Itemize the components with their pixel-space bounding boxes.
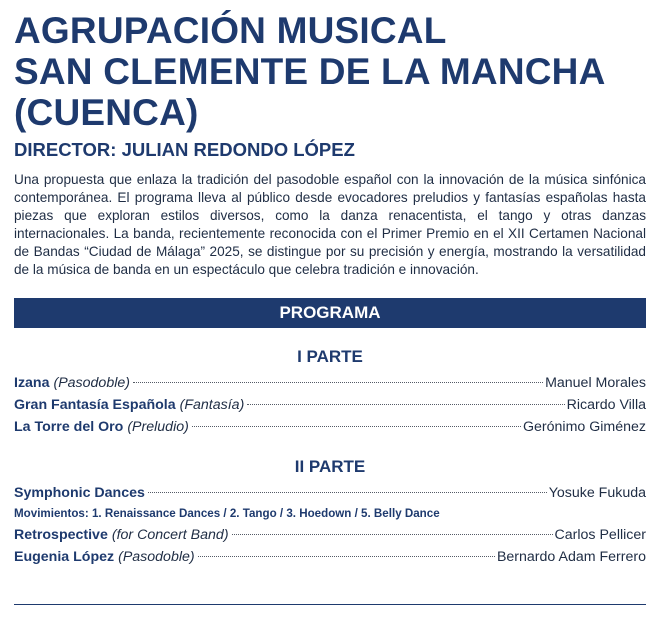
work-title: Retrospective <box>14 527 108 543</box>
bottom-divider <box>14 604 646 605</box>
program-item <box>14 416 646 438</box>
dot-leader <box>192 426 521 427</box>
composer-name: Bernardo Adam Ferrero <box>496 549 646 565</box>
program-item <box>14 482 646 504</box>
program-item <box>14 546 646 568</box>
work-genre: (Pasodoble) <box>118 549 195 565</box>
composer-name: Carlos Pellicer <box>554 527 646 543</box>
band-title-line: AGRUPACIÓN MUSICAL <box>14 10 447 51</box>
program-item <box>14 394 646 416</box>
composer-name: Ricardo Villa <box>566 397 646 413</box>
work-title: Eugenia López <box>14 549 115 565</box>
work-genre: (Preludio) <box>127 419 189 435</box>
part-two-title: II PARTE <box>294 457 366 476</box>
work-genre: (Pasodoble) <box>53 375 130 391</box>
dot-leader <box>232 534 553 535</box>
dot-leader <box>247 404 564 405</box>
dot-leader <box>133 382 543 383</box>
work-title: Symphonic Dances <box>14 485 145 501</box>
part-two-list <box>14 482 646 568</box>
work-title: La Torre del Oro <box>14 419 124 435</box>
programa-banner: PROGRAMA <box>14 298 646 328</box>
work-genre: (for Concert Band) <box>111 527 229 543</box>
band-title-line: SAN CLEMENTE DE LA MANCHA <box>14 51 606 92</box>
dot-leader <box>198 556 495 557</box>
movements-line: Movimientos: 1. Renaissance Dances / 2. Tango / 3. Hoedown / 5. Belly Dance <box>14 507 440 520</box>
program-item <box>14 372 646 394</box>
program-description: Una propuesta que enlaza la tradición del pasodoble español con la innovación de la música sinfónica contemporánea. El programa lleva al público desde evocadores preludios y fantasías españolas hasta piezas que exploran estilos diversos, como la danza renacentista, el tango y otras danzas internacionales. La banda, recientemente reconocida con el Primer Premio en el XII Certamen Nacional de Bandas “Ciudad de Málaga” 2025, se distingue por su precisión y energía, mostrando la versatilidad de la música de banda en un espectáculo que celebra tradición e innovación. <box>14 172 646 277</box>
part-one-title: I PARTE <box>297 347 363 366</box>
composer-name: Manuel Morales <box>545 375 646 391</box>
work-title: Izana <box>14 375 50 391</box>
part-one-list <box>14 372 646 438</box>
composer-name: Gerónimo Giménez <box>522 419 646 435</box>
work-title: Gran Fantasía Española <box>14 397 176 413</box>
band-title-line: (CUENCA) <box>14 92 199 133</box>
work-genre: (Fantasía) <box>179 397 245 413</box>
dot-leader <box>148 492 547 493</box>
program-item <box>14 524 646 546</box>
director-line: DIRECTOR: JULIAN REDONDO LÓPEZ <box>14 139 355 160</box>
band-title <box>14 10 646 133</box>
composer-name: Yosuke Fukuda <box>548 485 646 501</box>
concert-program-page <box>14 10 646 568</box>
